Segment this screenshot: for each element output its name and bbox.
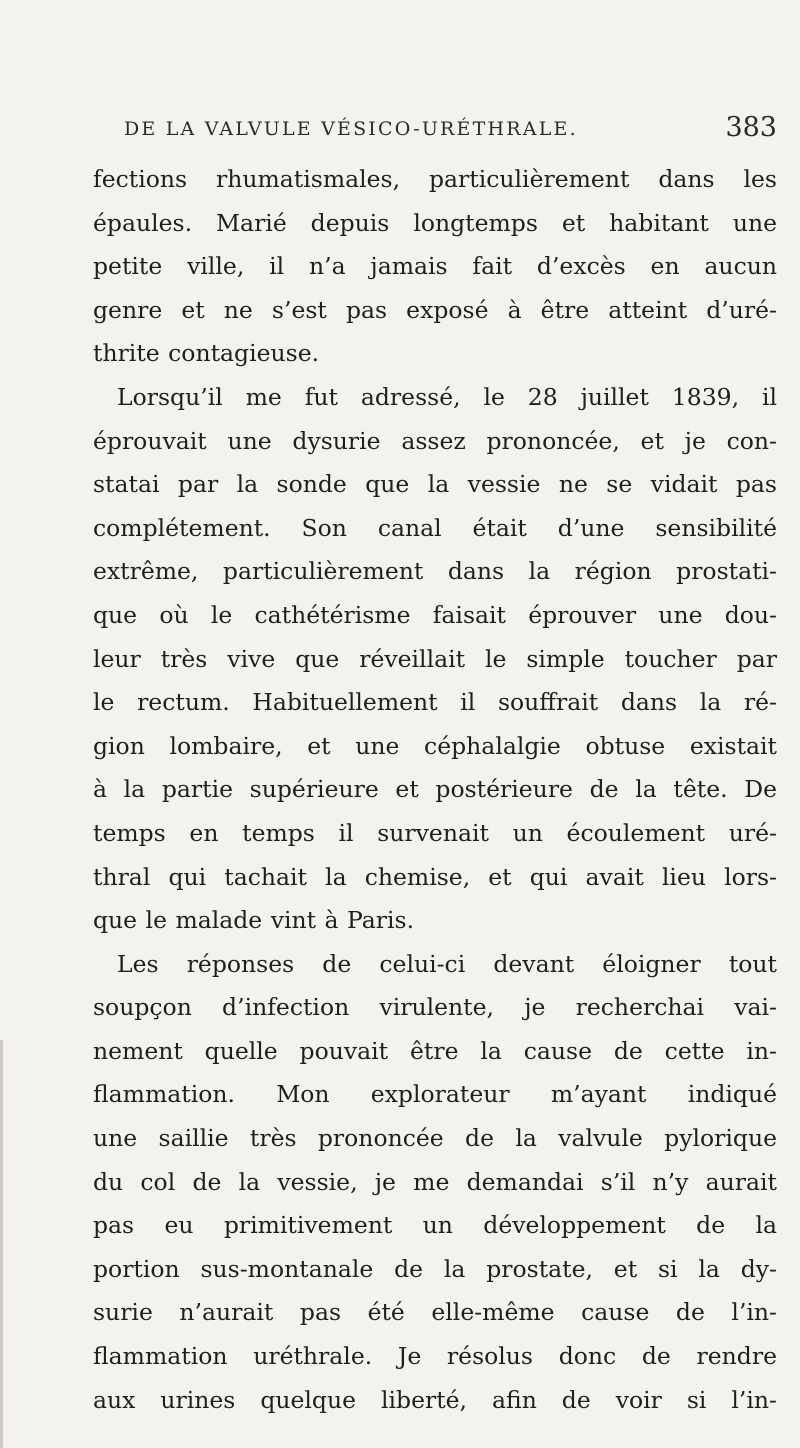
text-line: aux urines quelque liberté, afin de voir si l’in- bbox=[93, 1385, 777, 1414]
running-title: DE LA VALVULE VÉSICO-URÉTHRALE. bbox=[124, 118, 578, 140]
text-line: flammation uréthrale. Je résolus donc de rendre bbox=[93, 1342, 777, 1371]
scan-edge-shadow bbox=[0, 1040, 3, 1448]
text-line: genre et ne s’est pas exposé à être atteint d’uré- bbox=[93, 295, 777, 324]
text-line: une saillie très prononcée de la valvule pylorique bbox=[93, 1124, 777, 1153]
text-line: complétement. Son canal était d’une sensibilité bbox=[93, 513, 777, 542]
page-header bbox=[124, 112, 777, 152]
text-line: petite ville, il n’a jamais fait d’excès en aucun bbox=[93, 252, 777, 281]
text-line: du col de la vessie, je me demandai s’il n’y aurait bbox=[93, 1167, 777, 1196]
text-line: le rectum. Habituellement il souffrait dans la ré- bbox=[93, 688, 777, 717]
text-line: thrite contagieuse. bbox=[93, 339, 320, 368]
page-number: 383 bbox=[725, 112, 777, 143]
body-text bbox=[93, 158, 777, 1422]
text-line: surie n’aurait pas été elle-même cause de l’in- bbox=[93, 1298, 777, 1327]
text-line: temps en temps il survenait un écoulement uré- bbox=[93, 818, 777, 847]
text-line: statai par la sonde que la vessie ne se vidait pas bbox=[93, 470, 777, 499]
text-line: gion lombaire, et une céphalalgie obtuse existait bbox=[93, 731, 777, 760]
text-line: fections rhumatismales, particulièrement dans les bbox=[93, 165, 777, 193]
text-line: extrême, particulièrement dans la région prostati- bbox=[93, 557, 777, 586]
text-line: à la partie supérieure et postérieure de la tête. De bbox=[93, 775, 777, 804]
text-line: flammation. Mon explorateur m’ayant indiqué bbox=[93, 1080, 777, 1109]
text-line: soupçon d’infection virulente, je recherchai vai- bbox=[93, 993, 777, 1022]
text-line: épaules. Marié depuis longtemps et habitant une bbox=[93, 208, 777, 237]
text-line: que où le cathétérisme faisait éprouver une dou- bbox=[93, 600, 777, 629]
text-line: nement quelle pouvait être la cause de cette in- bbox=[93, 1036, 777, 1065]
text-line: pas eu primitivement un développement de la bbox=[93, 1211, 777, 1240]
text-line: leur très vive que réveillait le simple toucher par bbox=[93, 644, 777, 673]
text-line: que le malade vint à Paris. bbox=[93, 906, 415, 935]
text-line: thral qui tachait la chemise, et qui avait lieu lors- bbox=[93, 862, 777, 891]
text-line: portion sus-montanale de la prostate, et si la dy- bbox=[93, 1254, 777, 1283]
text-line: Les réponses de celui-ci devant éloigner tout bbox=[117, 949, 777, 978]
text-line: éprouvait une dysurie assez prononcée, et je con- bbox=[93, 426, 777, 455]
text-line: Lorsqu’il me fut adressé, le 28 juillet 1839, il bbox=[117, 382, 777, 411]
